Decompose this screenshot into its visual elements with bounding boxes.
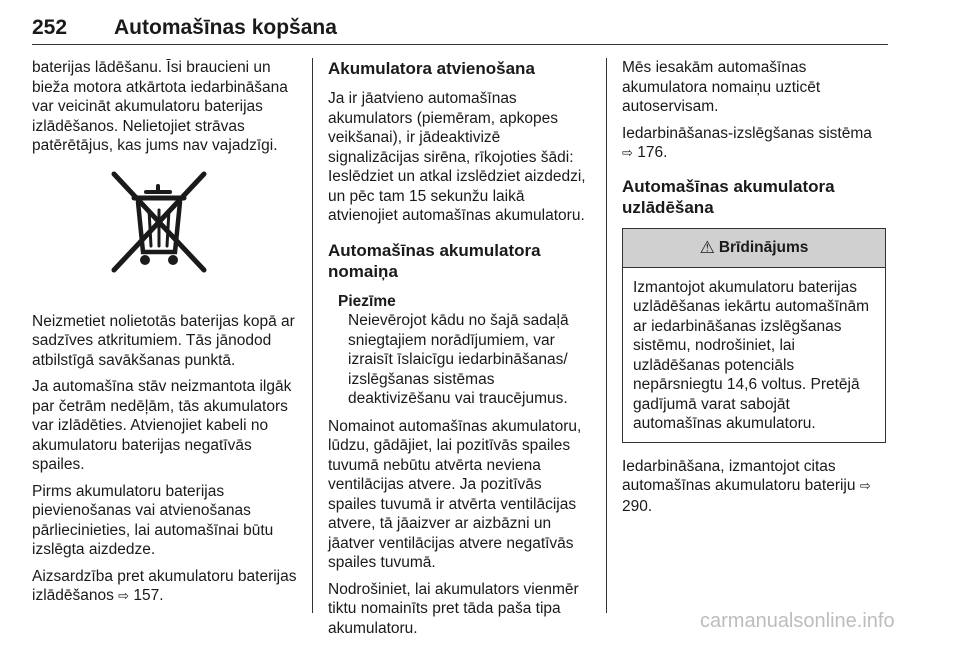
- column-left: [32, 58, 298, 614]
- paragraph: Nomainot automašīnas akumulatoru, lūdzu, gādājiet, lai pozitīvās spailes tuvumā nebūtu atvērta neviena ventilācijas atvere. Ja pozitīvās spailes tuvumā ir atvērta ventilācijas atvere, tā jāaizver ar aizbāzni un jāatver ventilācijas atvere negatīvās spailes tuvumā.: [328, 417, 582, 571]
- note-body: Neievērojot kādu no šajā sadaļā sniegtajiem norādījumiem, var izraisīt īslaicīgu iedarbināšanas/ izslēgšanas sistēmas deaktivizēšanu vai traucējumus.: [348, 312, 569, 407]
- page-reference-link[interactable]: 157.: [133, 587, 164, 604]
- page-number: 252: [32, 16, 68, 39]
- section-heading: Automašīnas akumulatora uzlādēšana: [622, 176, 835, 217]
- paragraph: Ja ir jāatvieno automašīnas akumulators (piemēram, apkopes veikšanai), ir jādeaktivizē signalizācijas sirēna, rīkojoties šādi: Ieslēdziet un atkal izslēdziet aizdedzi, un pēc tam 15 sekunžu laikā atvienojiet automašīnas akumulatoru.: [328, 90, 586, 224]
- paragraph: Mēs iesakām automašīnas akumulatora nomaiņu uzticēt autoservisam.: [622, 59, 821, 115]
- paragraph: Aizsardzība pret akumulatoru baterijas izlādēšanos ⇨ 157.: [32, 567, 297, 604]
- paragraph: Pirms akumulatoru baterijas pievienošanas vai atvienošanas pārliecinieties, lai automašīnai būtu izslēgta aizdedze.: [32, 482, 274, 558]
- warning-icon: ⚠: [699, 237, 715, 257]
- paragraph: Neizmetiet nolietotās baterijas kopā ar sadzīves atkritumiem. Tās jānodod atbilstīgā savākšanas punktā.: [32, 312, 295, 369]
- page-ref-arrow-icon: ⇨: [118, 589, 130, 604]
- warning-header: [623, 229, 885, 268]
- note-block: [328, 292, 594, 409]
- page-title: Automašīnas kopšana: [114, 16, 337, 39]
- column-middle: [328, 58, 594, 645]
- warning-box: [622, 228, 886, 443]
- paragraph: Ja automašīna stāv neizmantota ilgāk par četrām nedēļām, tās akumulators var izlādēties. Atvienojiet kabeli no akumulatoru baterijas negatīvās spailes.: [32, 378, 292, 473]
- section-heading: Akumulatora atvienošana: [328, 59, 535, 78]
- page-ref-arrow-icon: ⇨: [622, 146, 633, 161]
- crossed-bin-icon: [108, 170, 212, 276]
- section-heading: Automašīnas akumulatora nomaiņa: [328, 240, 541, 281]
- page-header: [32, 6, 888, 45]
- note-title: Piezīme: [338, 292, 396, 310]
- paragraph: Iedarbināšana, izmantojot citas automašīnas akumulatoru bateriju ⇨ 290.: [622, 457, 871, 515]
- page-reference-link[interactable]: 176.: [637, 144, 668, 161]
- column-divider: [606, 58, 607, 613]
- column-divider: [312, 58, 313, 613]
- column-right: [622, 58, 888, 523]
- paragraph: baterijas lādēšanu. Īsi braucieni un bieža motora atkārtota iedarbināšana var veicināt akumulatoru baterijas izlādēšanos. Nelietojiet strāvas patērētājus, kas jums nav vajadzīgi.: [32, 59, 288, 154]
- watermark: carmanualsonline.info: [700, 610, 895, 632]
- warning-title: Brīdinājums: [718, 238, 809, 256]
- page-reference-link[interactable]: 290.: [622, 497, 653, 515]
- page-ref-arrow-icon: ⇨: [859, 479, 871, 494]
- paragraph: Nodrošiniet, lai akumulators vienmēr tiktu nomainīts pret tāda paša tipa akumulatoru.: [328, 580, 579, 637]
- paragraph: Iedarbināšanas-izslēgšanas sistēma ⇨ 176.: [622, 124, 872, 161]
- warning-body: Izmantojot akumulatoru baterijas uzlādēšanas iekārtu automašīnām ar iedarbināšanas izslēgšanas sistēmu, nodrošiniet, lai uzlādēšanas potenciāls nepārsniegtu 14,6 voltus. Pretējā gadījumā varat sabojāt automašīnas akumulatoru.: [633, 278, 870, 432]
